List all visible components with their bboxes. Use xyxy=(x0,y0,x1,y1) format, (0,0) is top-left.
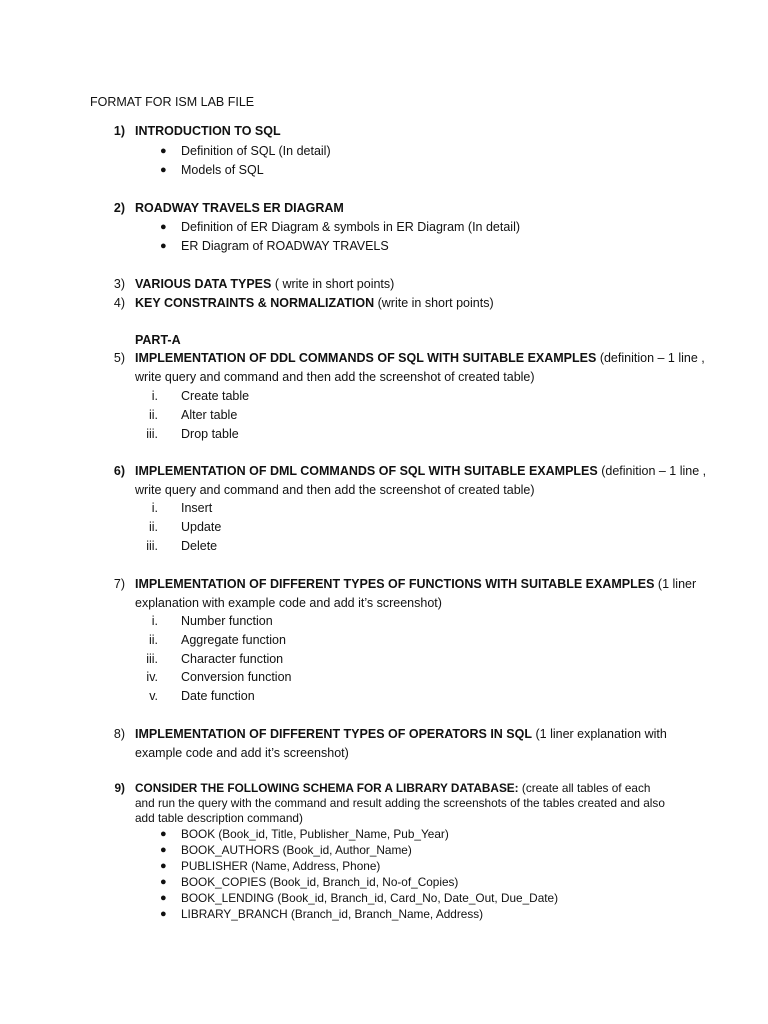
section-note-continued: and run the query with the command and result adding the screenshots of the tables created and also xyxy=(135,796,665,810)
section-number: 3) xyxy=(113,277,125,291)
section-number: 6) xyxy=(113,464,125,478)
bullet-icon: ● xyxy=(160,145,167,157)
list-numeral: i. xyxy=(151,614,158,628)
list-numeral: i. xyxy=(151,501,158,515)
document-title: FORMAT FOR ISM LAB FILE xyxy=(90,95,255,109)
section-heading: INTRODUCTION TO SQL xyxy=(135,124,281,138)
section-number: 4) xyxy=(113,296,125,310)
section-note: (write in short points) xyxy=(374,296,494,310)
section-note-continued: example code and add it’s screenshot) xyxy=(135,746,349,760)
bullet-icon: ● xyxy=(160,844,167,856)
section-number: 2) xyxy=(113,201,125,215)
section-heading: IMPLEMENTATION OF DIFFERENT TYPES OF FUNCTIONS WITH SUITABLE EXAMPLES xyxy=(135,577,655,591)
section-number: 8) xyxy=(113,727,125,741)
section-note: (definition – 1 line , xyxy=(597,464,707,478)
list-numeral: ii. xyxy=(148,408,158,422)
list-numeral: ii. xyxy=(148,633,158,647)
list-item-text: LIBRARY_BRANCH (Branch_id, Branch_Name, Address) xyxy=(181,907,484,921)
list-item-text: Update xyxy=(181,520,222,534)
section-note-continued: write query and command and then add the screenshot of created table) xyxy=(135,370,535,384)
section-note: (1 liner xyxy=(654,577,697,591)
section-number: 9) xyxy=(114,781,125,795)
list-numeral: i. xyxy=(151,389,158,403)
section-heading: KEY CONSTRAINTS & NORMALIZATION xyxy=(135,296,375,310)
list-item-text: BOOK_AUTHORS (Book_id, Author_Name) xyxy=(181,843,412,857)
list-item-text: Delete xyxy=(181,539,218,553)
section-note: (1 liner explanation with xyxy=(532,727,667,741)
section-heading: CONSIDER THE FOLLOWING SCHEMA FOR A LIBRARY DATABASE: xyxy=(135,781,519,795)
list-numeral: iii. xyxy=(146,539,158,553)
list-numeral: iii. xyxy=(146,427,158,441)
bullet-icon: ● xyxy=(160,240,167,252)
bullet-icon: ● xyxy=(160,828,167,840)
section-note: (create all tables of each xyxy=(518,781,651,795)
list-item-text: Definition of ER Diagram & symbols in ER Diagram (In detail) xyxy=(181,220,521,234)
list-numeral: iv. xyxy=(146,670,158,684)
list-item-text: Character function xyxy=(181,652,284,666)
list-item-text: BOOK_COPIES (Book_id, Branch_id, No-of_Copies) xyxy=(181,875,459,889)
part-label: PART-A xyxy=(135,333,181,347)
list-item-text: BOOK_LENDING (Book_id, Branch_id, Card_No, Date_Out, Due_Date) xyxy=(181,891,559,905)
list-numeral: ii. xyxy=(148,520,158,534)
list-item-text: Number function xyxy=(181,614,273,628)
list-item-text: PUBLISHER (Name, Address, Phone) xyxy=(181,859,381,873)
bullet-icon: ● xyxy=(160,876,167,888)
list-item-text: Definition of SQL (In detail) xyxy=(181,144,331,158)
list-item-text: Insert xyxy=(181,501,213,515)
section-note-continued: explanation with example code and add it’s screenshot) xyxy=(135,596,442,610)
list-item-text: Models of SQL xyxy=(181,163,264,177)
list-item-text: Create table xyxy=(181,389,250,403)
section-heading: ROADWAY TRAVELS ER DIAGRAM xyxy=(135,201,344,215)
list-item-text: Drop table xyxy=(181,427,239,441)
bullet-icon: ● xyxy=(160,908,167,920)
section-note: (definition – 1 line , xyxy=(596,351,705,365)
list-item-text: Date function xyxy=(181,689,255,703)
list-item-text: ER Diagram of ROADWAY TRAVELS xyxy=(181,239,389,253)
section-number: 1) xyxy=(113,124,125,138)
list-numeral: v. xyxy=(149,689,158,703)
list-item-text: BOOK (Book_id, Title, Publisher_Name, Pub_Year) xyxy=(181,827,449,841)
section-heading: IMPLEMENTATION OF DML COMMANDS OF SQL WITH SUITABLE EXAMPLES xyxy=(135,464,598,478)
section-heading: VARIOUS DATA TYPES xyxy=(135,277,272,291)
bullet-icon: ● xyxy=(160,860,167,872)
bullet-icon: ● xyxy=(160,221,167,233)
list-item-text: Conversion function xyxy=(181,670,292,684)
section-number: 5) xyxy=(113,351,125,365)
list-item-text: Alter table xyxy=(181,408,238,422)
section-heading: IMPLEMENTATION OF DIFFERENT TYPES OF OPERATORS IN SQL xyxy=(135,727,533,741)
section-number: 7) xyxy=(113,577,125,591)
section-heading: IMPLEMENTATION OF DDL COMMANDS OF SQL WITH SUITABLE EXAMPLES xyxy=(135,351,597,365)
list-item-text: Aggregate function xyxy=(181,633,286,647)
section-note: ( write in short points) xyxy=(271,277,395,291)
section-note-continued: add table description command) xyxy=(135,811,303,825)
section-note-continued: write query and command and then add the screenshot of created table) xyxy=(135,483,535,497)
list-numeral: iii. xyxy=(146,652,158,666)
bullet-icon: ● xyxy=(160,164,167,176)
bullet-icon: ● xyxy=(160,892,167,904)
